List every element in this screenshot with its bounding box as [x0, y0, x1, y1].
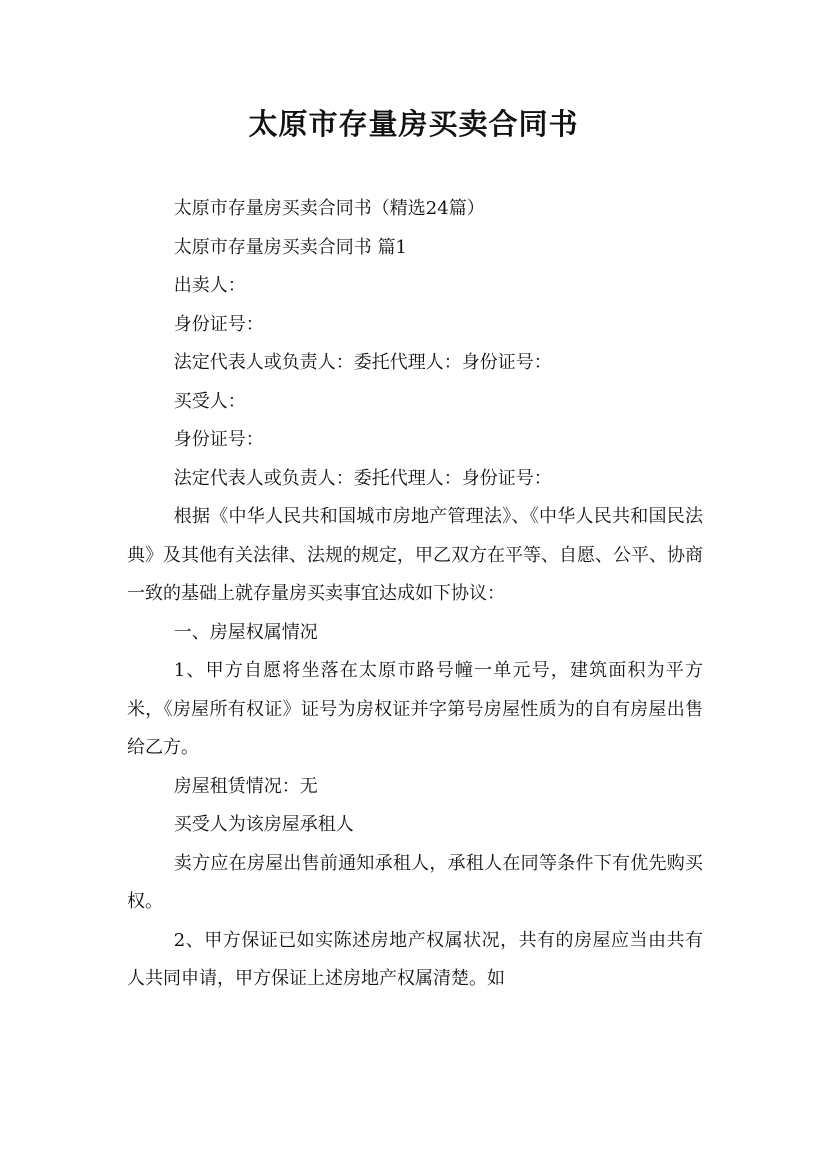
document-title: 太原市存量房买卖合同书: [248, 107, 579, 141]
paragraph-clause-1: 1、甲方自愿将坐落在太原市路号幢一单元号，建筑面积为平方米，《房屋所有权证》证号为房权证并字第号房屋性质为的自有房屋出售给乙方。: [127, 660, 703, 758]
paragraph-section-heading: 太原市存量房买卖合同书 篇1: [173, 236, 407, 258]
paragraph-clause-heading: 一、房屋权属情况: [173, 621, 318, 643]
paragraph-buyer: 买受人：: [173, 390, 246, 412]
paragraph-seller-representative: 法定代表人或负责人：委托代理人：身份证号：: [173, 352, 552, 373]
paragraph-subtitle: 太原市存量房买卖合同书（精选24篇）: [173, 198, 485, 219]
paragraph-legal-basis: 根据《中华人民共和国城市房地产管理法》、《中华人民共和国民法典》及其他有关法律、法规的规定，甲乙双方在平等、自愿、公平、协商一致的基础上就存量房买卖事宜达成如下协议：: [127, 506, 703, 604]
paragraph-buyer-representative: 法定代表人或负责人：委托代理人：身份证号：: [173, 467, 552, 489]
paragraph-buyer-id: 身份证号：: [173, 429, 264, 450]
paragraph-seller-id: 身份证号：: [173, 313, 264, 335]
document-body: [127, 190, 703, 999]
paragraph-rental-status: 房屋租赁情况：无: [173, 775, 318, 797]
paragraph-tenant-priority: 卖方应在房屋出售前通知承租人，承租人在同等条件下有优先购买权。: [127, 852, 703, 912]
paragraph-seller: 出卖人：: [173, 275, 246, 296]
paragraph-tenant-note: 买受人为该房屋承租人: [173, 814, 354, 835]
paragraph-clause-2: 2、甲方保证已如实陈述房地产权属状况，共有的房屋应当由共有人共同申请，甲方保证上述房地产权属清楚。如: [127, 929, 703, 989]
